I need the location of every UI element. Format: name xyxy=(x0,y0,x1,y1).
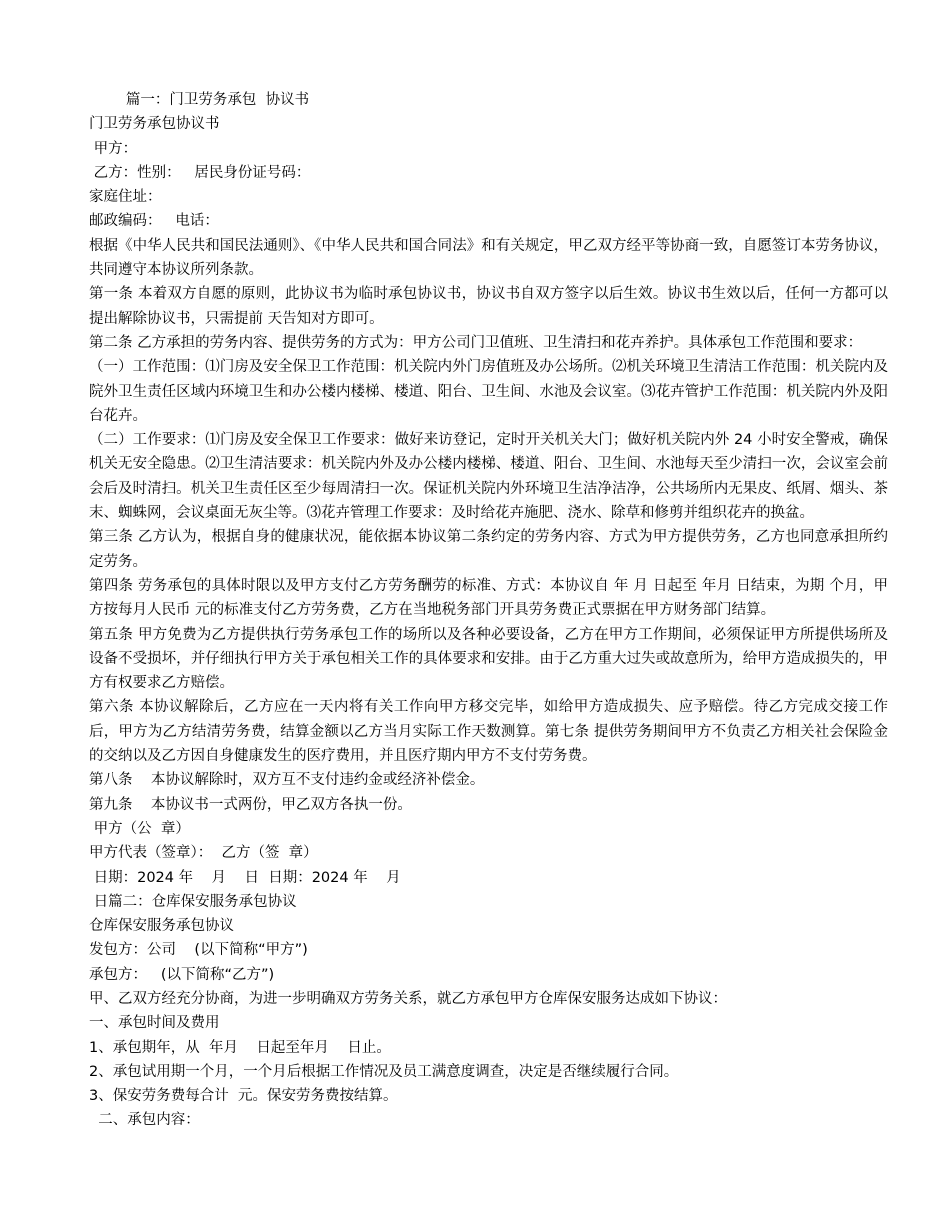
doc-line: 一、承包时间及费用 xyxy=(89,1015,220,1032)
doc-line: 甲方： xyxy=(89,140,138,157)
doc-line: 第八条 本协议解除时，双方互不支付违约金或经济补偿金。 xyxy=(89,772,485,789)
doc-paragraph: 第五条 甲方免费为乙方提供执行劳务承包工作的场所以及各种必要设备，乙方在甲方工作期间，必须保证甲方所提供场所及设备不受损坏，并仔细执行甲方关于承包相关工作的具体要求和安排。由于乙方重大过失或故意所为，给甲方造成损失的，甲方有权要求乙方赔偿。 xyxy=(89,626,888,692)
doc-line: 二、承包内容： xyxy=(89,1112,200,1129)
doc-line: 篇一：门卫劳务承包 协议书 xyxy=(89,92,310,108)
doc-line: 3、保安劳务费每合计 元。保安劳务费按结算。 xyxy=(89,1088,398,1105)
doc-line: 门卫劳务承包协议书 xyxy=(89,116,220,133)
doc-paragraph: 第一条 本着双方自愿的原则，此协议书为临时承包协议书，协议书自双方签字以后生效。协议书生效以后，任何一方都可以提出解除协议书，只需提前 天告知对方即可。 xyxy=(89,286,888,327)
doc-line: 乙方：性别： 居民身份证号码： xyxy=(89,164,311,181)
doc-line: 承包方： (以下简称“乙方”) xyxy=(89,966,275,983)
doc-line: 日期：2024 年 月 日 日期：2024 年 月 xyxy=(89,869,401,886)
doc-line: 第九条 本协议书一式两份，甲乙双方各执一份。 xyxy=(89,796,412,813)
doc-line: 日篇二：仓库保安服务承包协议 xyxy=(89,893,297,910)
doc-line: 发包方：公司 (以下简称“甲方”) xyxy=(89,942,308,959)
doc-paragraph: （二）工作要求：⑴门房及安全保卫工作要求：做好来访登记，定时开关机关大门；做好机关院内外 24 小时安全警戒，确保机关无安全隐患。⑵卫生清洁要求：机关院内外及办公楼内楼梯、楼道、阳台、卫生间、水池每天至少清扫一次，会议室会前会后及时清扫。机关卫生责任区至少每周清扫一次。保证机关院内外环境卫生洁净洁净，公共场所内无果皮、纸屑、烟头、茶末、蜘蛛网，会议桌面无灰尘等。⑶花卉管理工作要求：及时给花卉施肥、浇水、除草和修剪并组织花卉的换盆。 xyxy=(89,432,888,522)
doc-line: 邮政编码： 电话： xyxy=(89,213,219,230)
doc-paragraph: 根据《中华人民共和国民法通则》、《中华人民共和国合同法》和有关规定，甲乙双方经平等协商一致，自愿签订本劳务协议，共同遵守本协议所列条款。 xyxy=(89,237,888,279)
doc-line: 2、承包试用期一个月，一个月后根据工作情况及员工满意度调查，决定是否继续履行合同。 xyxy=(89,1063,679,1080)
doc-line: 甲方（公 章） xyxy=(89,820,190,837)
doc-line: 甲方代表（签章）： 乙方（签 章） xyxy=(89,845,318,862)
doc-line: 仓库保安服务承包协议 xyxy=(89,918,234,935)
doc-line: 家庭住址： xyxy=(89,189,162,206)
doc-paragraph: 第四条 劳务承包的具体时限以及甲方支付乙方劳务酬劳的标准、方式：本协议自 年 月 日起至 年月 日结束，为期 个月，甲方按每月人民币 元的标准支付乙方劳务费，乙方在当地税务部门开具劳务费正式票据在甲方财务部门结算。 xyxy=(89,577,888,619)
doc-paragraph: 第二条 乙方承担的劳务内容、提供劳务的方式为：甲方公司门卫值班、卫生清扫和花卉养护。具体承包工作范围和要求： xyxy=(89,334,863,351)
doc-paragraph: 第六条 本协议解除后，乙方应在一天内将有关工作向甲方移交完毕，如给甲方造成损失、应予赔偿。待乙方完成交接工作后，甲方为乙方结清劳务费，结算金额以乙方当月实际工作天数测算。第七条 提供劳务期间甲方不负责乙方相关社会保险金的交纳以及乙方因自身健康发生的医疗费用，并且医疗期内甲方不支付劳务费。 xyxy=(89,699,888,765)
doc-line: 1、承包期年，从 年月 日起至年月 日止。 xyxy=(89,1039,391,1056)
doc-line: 甲、乙双方经充分协商，为进一步明确双方劳务关系，就乙方承包甲方仓库保安服务达成如下协议： xyxy=(89,990,727,1007)
doc-paragraph: （一）工作范围：⑴门房及安全保卫工作范围：机关院内外门房值班及办公场所。⑵机关环境卫生清洁工作范围：机关院内及院外卫生责任区域内环境卫生和办公楼内楼梯、楼道、阳台、卫生间、水池及会议室。⑶花卉管护工作范围：机关院内外及阳台花卉。 xyxy=(89,359,888,424)
doc-paragraph: 第三条 乙方认为，根据自身的健康状况，能依据本协议第二条约定的劳务内容、方式为甲方提供劳务，乙方也同意承担所约定劳务。 xyxy=(89,529,888,570)
